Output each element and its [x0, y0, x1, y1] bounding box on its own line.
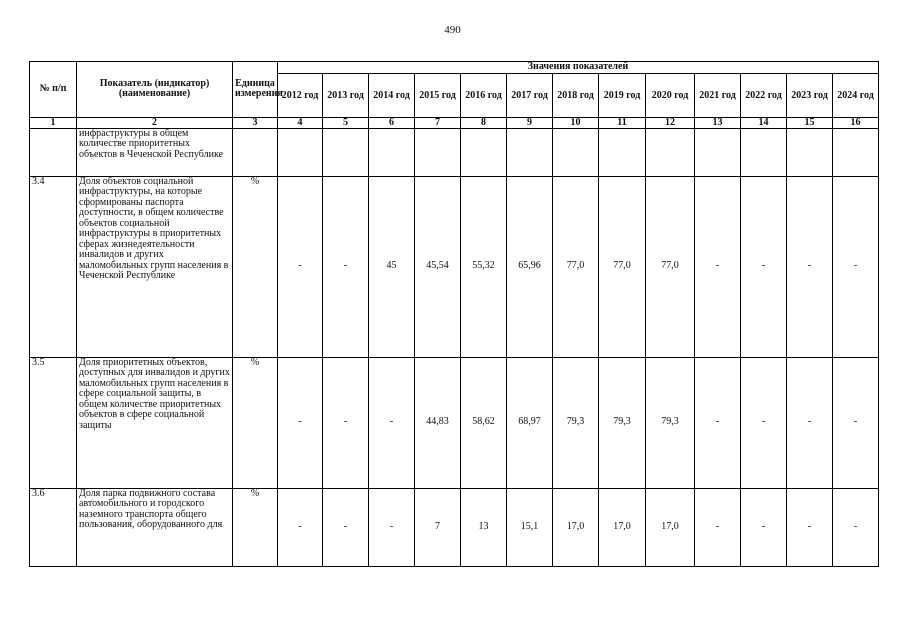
value-cell: - [833, 488, 879, 566]
value-cell: 77,0 [646, 176, 695, 357]
indicator-name: Доля приоритетных объектов, доступных для инвалидов и других маломобильных групп населения в сфере социальной защиты, в общем количестве приоритетных объектов в сфере социальной защиты [77, 357, 233, 488]
value-cell: - [695, 176, 741, 357]
value-cell [461, 128, 507, 176]
row-number: 3.5 [30, 357, 77, 488]
value-cell: 58,62 [461, 357, 507, 488]
value-cell: - [323, 357, 369, 488]
value-cell: 13 [461, 488, 507, 566]
table-row [30, 488, 879, 566]
header-year: 2023 год [787, 73, 833, 117]
column-number: 2 [77, 117, 233, 128]
value-cell: 17,0 [553, 488, 599, 566]
unit-cell [233, 128, 278, 176]
value-cell: 44,83 [415, 357, 461, 488]
column-number: 5 [323, 117, 369, 128]
table-row [30, 176, 879, 357]
page-number: 490 [444, 24, 461, 36]
value-cell: - [695, 357, 741, 488]
value-cell [787, 128, 833, 176]
value-cell [833, 128, 879, 176]
value-cell: - [787, 488, 833, 566]
value-cell [369, 128, 415, 176]
value-cell [323, 128, 369, 176]
column-number: 4 [278, 117, 323, 128]
column-number: 13 [695, 117, 741, 128]
unit-cell: % [233, 176, 278, 357]
value-cell: - [741, 488, 787, 566]
value-cell: 79,3 [553, 357, 599, 488]
value-cell: - [369, 488, 415, 566]
value-cell: 7 [415, 488, 461, 566]
header-num: № п/п [30, 62, 77, 118]
column-number: 8 [461, 117, 507, 128]
column-number: 14 [741, 117, 787, 128]
column-number: 10 [553, 117, 599, 128]
value-cell [507, 128, 553, 176]
header-year: 2024 год [833, 73, 879, 117]
indicator-name: Доля парка подвижного состава автомобильного и городского наземного транспорта общего пользования, оборудованного для [77, 488, 233, 566]
value-cell: - [278, 488, 323, 566]
value-cell [695, 128, 741, 176]
header-year: 2015 год [415, 73, 461, 117]
header-year: 2017 год [507, 73, 553, 117]
value-cell: 65,96 [507, 176, 553, 357]
indicators-table [29, 61, 879, 567]
value-cell: - [278, 176, 323, 357]
value-cell: 45,54 [415, 176, 461, 357]
value-cell: - [278, 357, 323, 488]
value-cell: - [833, 357, 879, 488]
value-cell: - [787, 176, 833, 357]
header-year: 2014 год [369, 73, 415, 117]
value-cell: 17,0 [646, 488, 695, 566]
value-cell: 77,0 [553, 176, 599, 357]
value-cell: 15,1 [507, 488, 553, 566]
value-cell [599, 128, 646, 176]
column-number: 15 [787, 117, 833, 128]
value-cell: 68,97 [507, 357, 553, 488]
table-row [30, 357, 879, 488]
unit-cell: % [233, 357, 278, 488]
value-cell: 77,0 [599, 176, 646, 357]
value-cell: - [833, 176, 879, 357]
value-cell [646, 128, 695, 176]
value-cell: 45 [369, 176, 415, 357]
row-number: 3.6 [30, 488, 77, 566]
indicator-name: инфраструктуры в общем количестве приоритетных объектов в Чеченской Республике [77, 128, 233, 176]
header-year: 2012 год [278, 73, 323, 117]
value-cell: - [787, 357, 833, 488]
header-year: 2020 год [646, 73, 695, 117]
value-cell: 17,0 [599, 488, 646, 566]
unit-cell: % [233, 488, 278, 566]
value-cell [278, 128, 323, 176]
header-year: 2013 год [323, 73, 369, 117]
header-unit: Единица измерения [233, 62, 278, 118]
indicator-name: Доля объектов социальной инфраструктуры, на которые сформированы паспорта доступности, в общем количестве объектов социальной инфраструктуры в приоритетных сферах жизнедеятельности инвалидов и других маломобильных групп населения в Чеченской Республике [77, 176, 233, 357]
header-indicator: Показатель (индикатор) (наименование) [77, 62, 233, 118]
value-cell [415, 128, 461, 176]
row-number [30, 128, 77, 176]
value-cell: - [323, 176, 369, 357]
table-row [30, 128, 879, 176]
value-cell: 79,3 [646, 357, 695, 488]
value-cell: - [741, 357, 787, 488]
header-year: 2021 год [695, 73, 741, 117]
value-cell: - [323, 488, 369, 566]
header-year: 2018 год [553, 73, 599, 117]
value-cell: - [695, 488, 741, 566]
value-cell: - [741, 176, 787, 357]
value-cell: 55,32 [461, 176, 507, 357]
row-number: 3.4 [30, 176, 77, 357]
column-number: 1 [30, 117, 77, 128]
column-number: 7 [415, 117, 461, 128]
header-year: 2016 год [461, 73, 507, 117]
header-year: 2019 год [599, 73, 646, 117]
column-number: 6 [369, 117, 415, 128]
header-year: 2022 год [741, 73, 787, 117]
value-cell: - [369, 357, 415, 488]
value-cell [553, 128, 599, 176]
column-number: 16 [833, 117, 879, 128]
column-number: 9 [507, 117, 553, 128]
value-cell: 79,3 [599, 357, 646, 488]
column-number: 12 [646, 117, 695, 128]
column-number: 3 [233, 117, 278, 128]
column-number: 11 [599, 117, 646, 128]
value-cell [741, 128, 787, 176]
header-values-group: Значения показателей [278, 62, 879, 74]
